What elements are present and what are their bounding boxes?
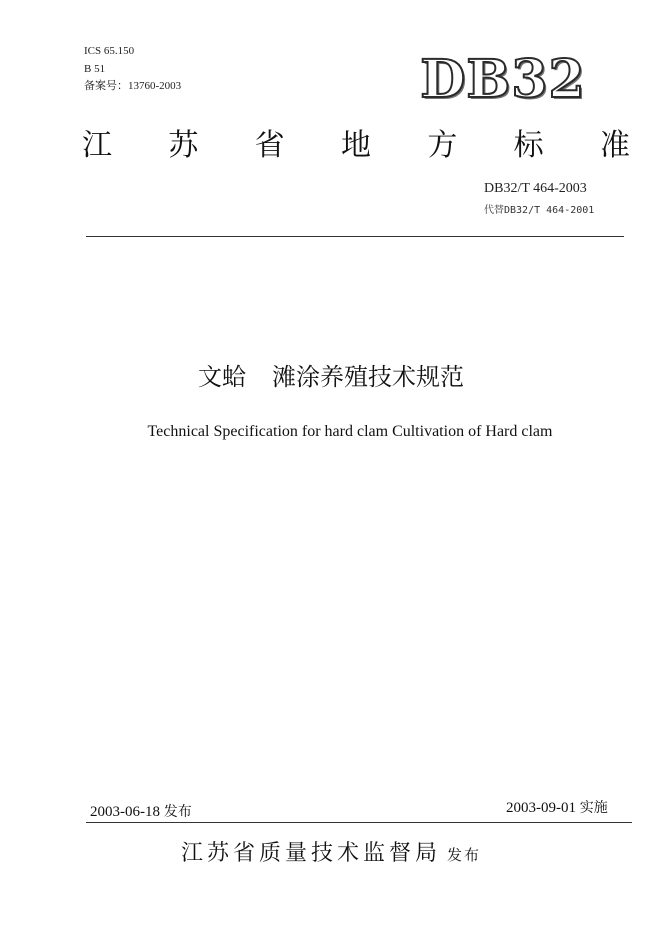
standard-number: DB32/T 464-2003 [484, 181, 587, 196]
effective-date-line [506, 799, 608, 817]
issuer-name: 江苏省质量技术监督局 [180, 841, 441, 866]
title-char: 江 [82, 128, 112, 163]
footer-divider [86, 822, 632, 823]
title-char: 标 [513, 128, 544, 163]
publish-date-line [90, 803, 192, 821]
standard-type-title [82, 128, 630, 164]
title-char: 苏 [168, 128, 199, 163]
document-title-english: Technical Specification for hard clam Cultivation of Hard clam [147, 423, 553, 440]
record-number: 备案号：13760-2003 [84, 80, 182, 92]
effective-date: 2003-09-01 [506, 800, 576, 816]
replaces-standard: 代替DB32/T 464-2001 [484, 205, 595, 216]
issuing-authority [0, 840, 662, 869]
ics-code: ICS 65.150 [84, 45, 135, 57]
header-divider [86, 236, 624, 237]
db32-logo: DB32 [420, 49, 586, 110]
document-title-chinese [0, 362, 662, 392]
title-char: 地 [340, 128, 371, 163]
title-char: 准 [599, 128, 630, 163]
title-cn-part1: 文蛤 [198, 363, 246, 391]
title-cn-part2: 滩涂养殖技术规范 [272, 363, 464, 391]
category-code: B 51 [84, 63, 106, 75]
issuer-suffix: 发布 [447, 846, 482, 864]
title-char: 省 [254, 128, 285, 163]
effective-label: 实施 [579, 800, 608, 816]
publish-date: 2003-06-18 [90, 804, 160, 820]
title-char: 方 [427, 128, 458, 163]
publish-label: 发布 [163, 804, 192, 820]
